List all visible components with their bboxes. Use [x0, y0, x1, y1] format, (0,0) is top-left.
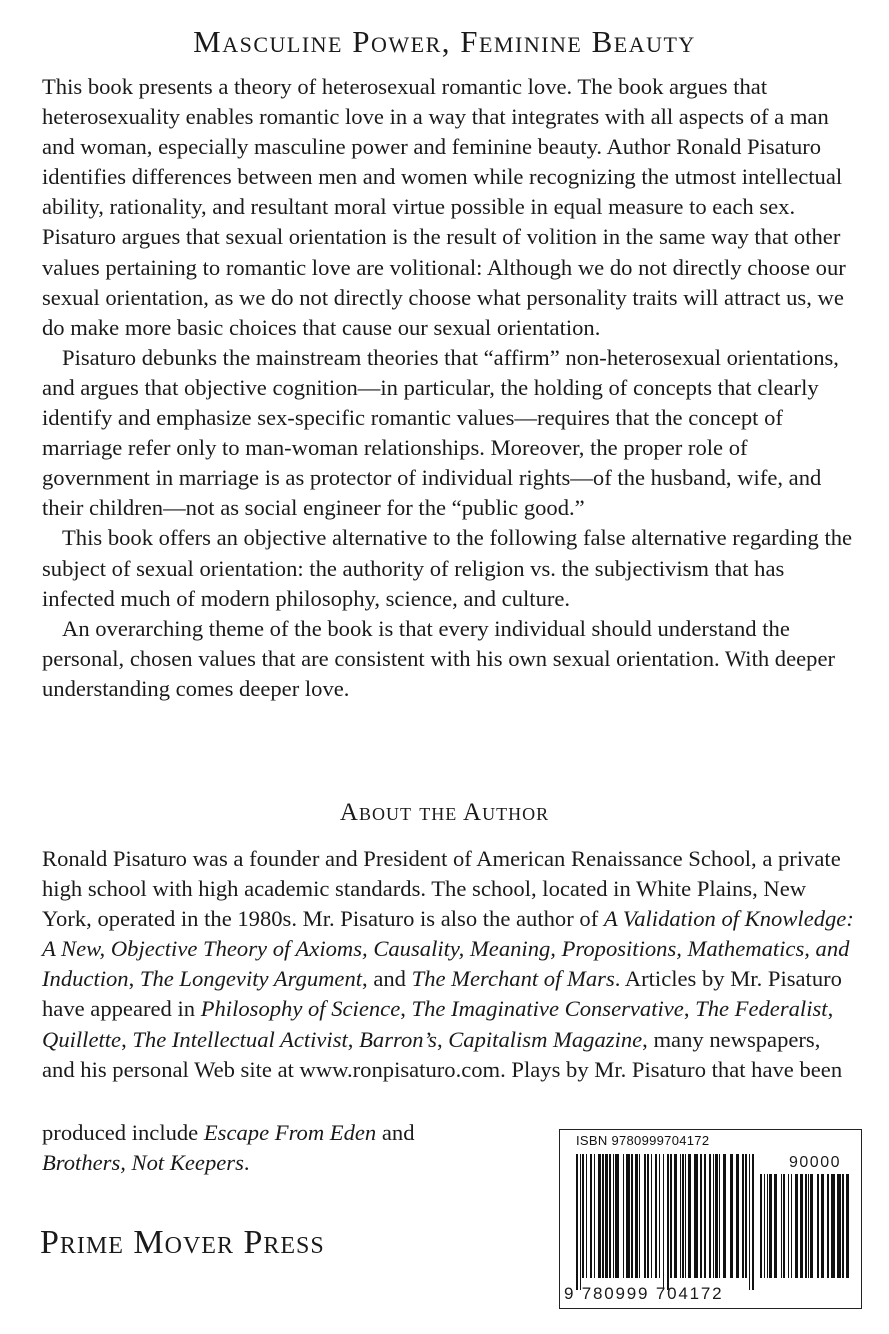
author-bio-continued: [42, 1118, 522, 1178]
publication-federalist: The Federalist: [695, 996, 828, 1022]
barcode-bar: [602, 1154, 604, 1278]
barcode-bar: [723, 1154, 726, 1278]
publication-quillette: Quillette: [42, 1026, 122, 1052]
bio-text: ,: [121, 1026, 133, 1052]
barcode-bar: [827, 1174, 829, 1278]
barcode-bar: [842, 1174, 844, 1278]
play-title-escape-from-eden: Escape From Eden: [203, 1120, 377, 1145]
barcode-bar: [670, 1154, 672, 1278]
barcode-bar: [626, 1154, 630, 1278]
publication-philosophy-of-science: Philosophy of Science: [200, 996, 401, 1022]
barcode-bar: [590, 1154, 592, 1278]
barcode-bar: [704, 1154, 706, 1278]
bio-text: ,: [683, 996, 696, 1022]
barcode-bar: [655, 1154, 657, 1278]
description-paragraph-2: Pisaturo debunks the mainstream theories that “affirm” non-heterosexual orientations, and argues that objective cognition—in particular, the holding of concepts that clearly identify and emphasize sex-specific romantic values—requires that the concept of marriage refer only to man-woman relationships. Moreover, the proper role of government in marriage is as protector of individual rights—of the husband, wife, and their children—not as social engineer for the “public good.”: [42, 344, 839, 521]
barcode-bar: [719, 1154, 720, 1278]
barcode-bar: [644, 1154, 646, 1278]
barcode-bar: [667, 1154, 669, 1290]
about-author-heading: About the Author: [339, 799, 550, 826]
barcode-bar: [715, 1154, 718, 1278]
bio-text: ,: [436, 1026, 449, 1052]
barcode-bar: [631, 1154, 633, 1278]
isbn-label: ISBN 9780999704172: [576, 1133, 710, 1148]
publication-imaginative-conservative: The Imaginative Conservative: [411, 996, 684, 1022]
barcode-bar: [586, 1154, 587, 1278]
barcode-bar: [736, 1154, 739, 1278]
book-title: Masculine Power, Feminine Beauty: [193, 24, 696, 59]
barcode-bar: [647, 1154, 649, 1278]
book-title-validation: A Validation of Knowledge: A New, Objective Theory of Axioms, Causality, Meaning, Propositions, Mathematics, and Induction: [42, 906, 854, 992]
barcode-bar: [774, 1174, 777, 1278]
barcode-bar: [781, 1174, 782, 1278]
barcode-bar: [582, 1154, 584, 1278]
bio-text: .: [243, 1150, 250, 1176]
barcode-bar: [730, 1154, 733, 1278]
barcode-bar: [635, 1154, 638, 1278]
barcode-bar: [749, 1154, 750, 1290]
barcode-bar: [742, 1154, 744, 1278]
barcode-digits: 9 780999 704172: [564, 1284, 724, 1303]
barcode-bar: [810, 1174, 813, 1278]
barcode-bar: [682, 1154, 684, 1278]
author-bio-paragraph: [42, 844, 854, 1085]
book-description: [42, 72, 854, 704]
barcode-bar: [831, 1174, 835, 1278]
barcode-bar: [788, 1174, 789, 1278]
barcode-bar: [580, 1154, 581, 1290]
barcode-bar: [805, 1174, 807, 1278]
barcode-bar: [685, 1154, 686, 1278]
publication-intellectual-activist: The Intellectual Activist: [132, 1026, 348, 1052]
bio-text: , many newspapers, and his personal Web site at www.ronpisaturo.com. Plays by Mr. Pisaturo that have been: [42, 1026, 843, 1082]
barcode-bar: [639, 1154, 640, 1278]
book-title-longevity: The Longevity Argument: [139, 966, 363, 992]
barcode-bar: [623, 1154, 624, 1278]
barcode-bar: [745, 1154, 747, 1278]
barcode-bars-main: [576, 1154, 754, 1290]
author-bio: [42, 844, 854, 1085]
publication-capitalism-magazine: Capitalism Magazine: [448, 1026, 643, 1052]
description-paragraph-4: An overarching theme of the book is that every individual should understand the personal, chosen values that are consistent with his own sexual orientation. With deeper understanding comes deeper love.: [42, 615, 836, 701]
bio-text: ,: [128, 966, 140, 992]
barcode-bar: [594, 1154, 595, 1278]
book-title-merchant: The Merchant of Mars: [411, 966, 615, 992]
bio-text: ,: [827, 996, 834, 1022]
play-title-brothers-not-keepers: Brothers, Not Keepers: [42, 1150, 244, 1176]
description-paragraph-1: This book presents a theory of heterosexual romantic love. The book argues that heterosexuality enables romantic love in a way that integrates with all aspects of a man and woman, especially masculine power and feminine beauty. Author Ronald Pisaturo identifies differences between men and women while recognizing the utmost intellectual ability, rationality, and resultant moral virtue possible in equal measure to each sex. Pisaturo argues that sexual orientation is the result of volition in the same way that other values pertaining to romantic love are volitional: Although we do not directly choose our sexual orientation, as we do not directly choose what personality traits will attract us, we do make more basic choices that cause our sexual orientation.: [42, 74, 846, 340]
barcode-bar: [609, 1154, 611, 1278]
barcode-bar: [808, 1174, 809, 1278]
isbn-barcode: [559, 1129, 862, 1309]
bio-text: ,: [347, 1026, 360, 1052]
barcode-bar: [659, 1154, 660, 1278]
barcode-bar: [800, 1174, 803, 1278]
barcode-bar: [783, 1174, 785, 1278]
barcode-bar: [821, 1174, 824, 1278]
barcode-bar: [837, 1174, 841, 1278]
publication-barrons: Barron’s: [359, 1026, 437, 1052]
barcode-bar: [663, 1154, 664, 1290]
barcode-bar: [752, 1154, 754, 1290]
bio-text: , and: [362, 966, 412, 992]
barcode-bar: [817, 1174, 819, 1278]
barcode-bar: [760, 1174, 762, 1278]
barcode-bar: [688, 1154, 691, 1278]
barcode-bars-addon: [760, 1174, 852, 1290]
barcode-bar: [576, 1154, 578, 1290]
barcode-bar: [598, 1154, 601, 1278]
bio-text: ,: [400, 996, 412, 1022]
barcode-bar: [674, 1154, 677, 1278]
barcode-bar: [700, 1154, 702, 1278]
barcode-addon-label: 90000: [789, 1154, 841, 1171]
barcode-bar: [615, 1154, 619, 1278]
bio-text: produced include: [42, 1120, 204, 1145]
barcode-bar: [651, 1154, 652, 1278]
barcode-bar: [613, 1154, 614, 1278]
bio-text: . Articles by Mr. Pisaturo have appeared in: [42, 966, 842, 1022]
barcode-bar: [791, 1174, 792, 1278]
barcode-bar: [769, 1174, 772, 1278]
barcode-bar: [709, 1154, 711, 1278]
barcode-bar: [767, 1174, 768, 1278]
bio-text: and: [376, 1120, 415, 1145]
description-paragraph-3: This book offers an objective alternative to the following false alternative regarding the subject of sexual orientation: the authority of religion vs. the subjectivism that has infected much of modern philosophy, science, and culture.: [42, 525, 853, 611]
barcode-bar: [713, 1154, 714, 1278]
bio-text: Ronald Pisaturo was a founder and President of American Renaissance School, a private high school with high academic standards. The school, located in White Plains, New York, operated in the 1980s. Mr. Pisaturo is also the author of: [42, 846, 841, 932]
barcode-bar: [795, 1174, 798, 1278]
barcode-bar: [680, 1154, 681, 1278]
barcode-bar: [605, 1154, 608, 1278]
barcode-bar: [694, 1154, 698, 1278]
publisher-name: Prime Mover Press: [40, 1224, 325, 1261]
barcode-bar: [764, 1174, 765, 1278]
barcode-bar: [846, 1174, 849, 1278]
